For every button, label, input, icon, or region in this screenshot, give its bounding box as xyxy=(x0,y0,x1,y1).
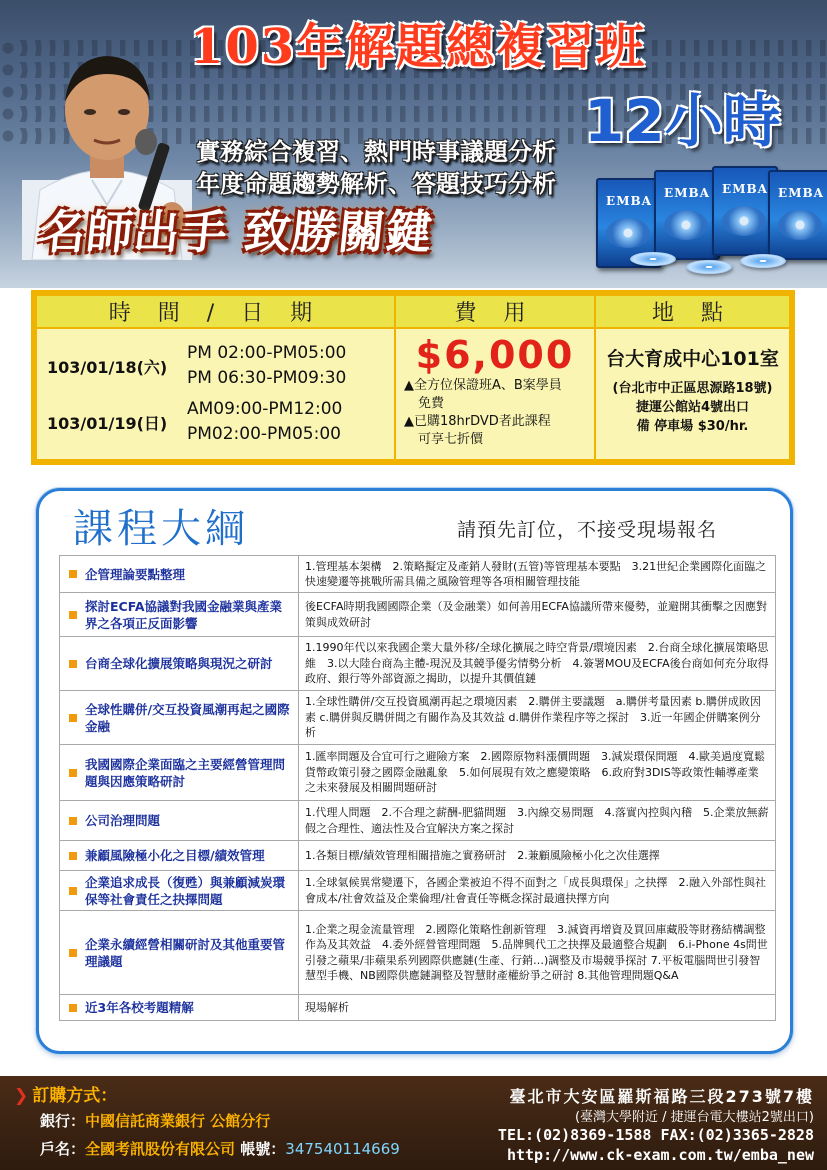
syllabus-desc: 後ECFA時期我國國際企業（及金融業）如何善用ECFA協議所帶來優勢，並避開其衝擊之因應對策與成效研討 xyxy=(299,593,776,637)
book-cover: EMBA xyxy=(768,170,827,260)
syllabus-row xyxy=(60,637,776,691)
syllabus-topic: 企管理論要點整理 xyxy=(85,566,186,582)
location-mrt: 捷運公館站4號出口 xyxy=(635,400,750,415)
syllabus-row xyxy=(60,745,776,801)
syllabus-desc: 1.全球性購併/交互投資風潮再起之環境因素 2.購併主要議題 a.購併考量因素 b.購併成敗因素 c.購併與反購併間之有關作為及其效益 d.購併作業程序等之探討 3.近一年國企併購案例分析 xyxy=(299,691,776,745)
syllabus-desc: 1.1990年代以來我國企業大量外移/全球化擴展之時空背景/環境因素 2.台商全球化擴展策略思維 3.以大陸台商為主體-現況及其競爭優劣情勢分析 4.簽署MOU及ECFA後台商如何充分取得政府、銀行等外部資源之揭助，以提升其價值鏈 xyxy=(299,637,776,691)
syllabus-topic: 全球性購併/交互投資風潮再起之國際金融 xyxy=(85,701,290,734)
tagline-line-1: 實務綜合複習、熱門時事議題分析 xyxy=(196,138,556,166)
syllabus-topic: 兼顧風險極小化之目標/績效管理 xyxy=(85,848,265,863)
fee-note: 免費 xyxy=(418,396,445,411)
account-name: 全國考訊股份有限公司 xyxy=(85,1140,236,1158)
website-link[interactable]: http://www.ck-exam.com.tw/emba_new xyxy=(506,1146,814,1164)
syllabus-topic: 探討ECFA協議對我國金融業與產業界之各項正反面影響 xyxy=(85,598,282,631)
location-address: (台北市中正區思源路18號) xyxy=(612,381,773,396)
address-note: (臺灣大學附近 / 捷運台電大樓站2號出口) xyxy=(574,1110,814,1125)
syllabus-row xyxy=(60,871,776,911)
syllabus-title: 課程大綱 xyxy=(73,506,249,552)
book-cover: EMBA xyxy=(596,178,662,268)
bullet-square xyxy=(69,817,77,825)
syllabus-desc: 1.企業之現金流量管理 2.國際化策略性創新管理 3.減資再增資及買回庫藏股等財務結構調整作為及其效益 4.委外經營管理問題 5.品牌興代工之抉擇及最適整合規劃 6.i-Phone 4s問世引發之蘋果/非蘋果系列國際供應鏈(生產、行銷…)調整及市場競爭探討 7.平板電腦問世引發智慧型手機、NB國際供應鏈調整及智慧財產權紛爭之研討 8.其他管理問題Q&A xyxy=(299,911,776,995)
schedule-info-table xyxy=(31,290,795,465)
syllabus-table xyxy=(59,555,776,1021)
location-name: 台大育成中心101室 xyxy=(606,348,779,370)
bullet-square xyxy=(69,769,77,777)
footer-bar xyxy=(0,1076,827,1170)
book-cover: EMBA xyxy=(654,170,720,260)
course-hours: 12小時 xyxy=(584,87,781,155)
syllabus-row xyxy=(60,911,776,995)
syllabus-desc: 1.代理人問題 2.不合理之薪酬-肥貓問題 3.內線交易問題 4.落實內控與內稽 5.企業放無薪假之合理性、適法性及合宜解決方案之探討 xyxy=(299,801,776,841)
account-line xyxy=(40,1138,400,1159)
syllabus-topic: 企業追求成長（復甦）與兼顧減炭環保等社會責任之抉擇問題 xyxy=(85,874,286,907)
syllabus-desc: 1.匯率問題及合宜可行之避險方案 2.國際原物料漲價問題 3.減炭環保問題 4.歐美過度寬鬆貨幣政策引發之國際金融亂象 5.如何展現有效之應變策略 6.政府對3DIS等政策性輔導產業之未來發展及相關問題研討 xyxy=(299,745,776,801)
bullet-square xyxy=(69,714,77,722)
fee-note: 可享七折價 xyxy=(418,432,484,447)
session-day-2 xyxy=(47,397,394,447)
header-fee: 費 用 xyxy=(395,295,595,328)
reservation-note: 請預先訂位，不接受現場報名 xyxy=(457,519,718,541)
session-time: AM09:00-PM12:00 xyxy=(187,399,343,419)
session-time: PM02:00-PM05:00 xyxy=(187,424,341,444)
fee-note: ▲全方位保證班A、B案學員 xyxy=(404,378,562,393)
syllabus-row xyxy=(60,995,776,1021)
tagline-line-2: 年度命題趨勢解析、答題技巧分析 xyxy=(196,170,556,198)
dvd-disc xyxy=(686,260,732,274)
slogan: 名師出手 致勝關鍵 xyxy=(36,205,436,259)
location-parking: 備 停車場 $30/hr. xyxy=(636,419,749,434)
syllabus-row xyxy=(60,801,776,841)
session-day-1 xyxy=(47,341,394,391)
session-date: 103/01/19(日) xyxy=(47,413,168,433)
syllabus-desc: 1.各類目標/績效管理相關措施之實務研討 2.兼顧風險極小化之次佳選擇 xyxy=(299,841,776,871)
order-method-label: 訂購方式： xyxy=(32,1086,118,1106)
account-number-label: 帳號： xyxy=(240,1140,286,1158)
location-cell xyxy=(595,328,790,460)
fee-note: ▲已購18hrDVD者此課程 xyxy=(404,414,551,429)
header-datetime: 時 間 / 日 期 xyxy=(36,295,395,328)
bank-label: 銀行： xyxy=(40,1112,86,1130)
bullet-square xyxy=(69,887,77,895)
syllabus-topic: 近3年各校考題精解 xyxy=(85,1000,194,1015)
bank-name: 中國信託商業銀行 公館分行 xyxy=(85,1112,271,1130)
syllabus-desc: 1.管理基本架構 2.策略擬定及產銷人發財(五管)等管理基本要點 3.21世紀企業國際化面臨之快速變遷等挑戰所需具備之風險管理等各項相關管理技能 xyxy=(299,556,776,593)
book-cover: EMBA xyxy=(712,166,778,256)
account-number: 347540114669 xyxy=(285,1140,400,1158)
bullet-square xyxy=(69,570,77,578)
session-time: PM 02:00-PM05:00 xyxy=(187,343,347,363)
syllabus-row xyxy=(60,556,776,593)
phone-fax: TEL:(02)8369-1588 FAX:(02)3365-2828 xyxy=(497,1126,814,1144)
hero-banner xyxy=(0,0,827,288)
session-time: PM 06:30-PM09:30 xyxy=(187,368,347,388)
datetime-cell xyxy=(36,328,395,460)
session-date: 103/01/18(六) xyxy=(47,357,168,377)
dvd-disc xyxy=(630,252,676,266)
syllabus-desc: 現場解析 xyxy=(299,995,776,1021)
fee-cell xyxy=(395,328,595,460)
syllabus-panel xyxy=(36,488,793,1054)
emba-book-stack xyxy=(590,148,827,278)
bullet-square xyxy=(69,949,77,957)
bank-line xyxy=(40,1110,270,1131)
account-name-label: 戶名： xyxy=(40,1140,86,1158)
chevron-right-icon: ❯ xyxy=(14,1086,29,1106)
syllabus-topic: 台商全球化擴展策略與現況之研討 xyxy=(85,656,273,671)
header-location: 地 點 xyxy=(595,295,790,328)
syllabus-desc: 1.全球氣候異常變遷下，各國企業被迫不得不面對之「成長與環保」之抉擇 2.融入外部性與社會成本/社會效益及企業倫理/社會責任等概念探討最適抉擇方向 xyxy=(299,871,776,911)
fee-amount: $6,000 xyxy=(415,333,575,377)
syllabus-row xyxy=(60,691,776,745)
dvd-disc xyxy=(740,254,786,268)
bullet-square xyxy=(69,660,77,668)
syllabus-topic: 公司治理問題 xyxy=(85,813,161,828)
office-address: 臺北市大安區羅斯福路三段273號7樓 xyxy=(509,1087,814,1106)
syllabus-topic: 企業永續經營相關研討及其他重要管理議題 xyxy=(85,936,286,969)
course-title: 103年解題總複習班 xyxy=(190,19,647,75)
syllabus-row xyxy=(60,593,776,637)
bullet-square xyxy=(69,1004,77,1012)
bullet-square xyxy=(69,852,77,860)
syllabus-topic: 我國國際企業面臨之主要經營管理問題與因應策略研討 xyxy=(85,756,286,789)
bullet-square xyxy=(69,611,77,619)
syllabus-row xyxy=(60,841,776,871)
